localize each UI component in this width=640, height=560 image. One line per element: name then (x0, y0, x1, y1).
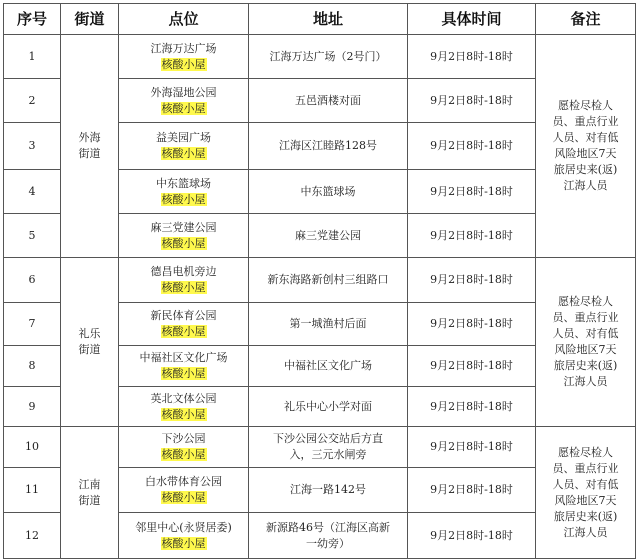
time-cell: 9月2日8时-18时 (408, 513, 536, 559)
header-site: 点位 (119, 4, 249, 35)
time-cell: 9月2日8时-18时 (408, 258, 536, 303)
note-line: 旅居史来(返) (553, 359, 618, 372)
note-line: 愿检尽检人 (558, 295, 613, 308)
address-line: 麻三党建公园 (295, 228, 361, 242)
row-number: 5 (4, 214, 61, 258)
address-line: 下沙公园公交站后方直 (273, 432, 383, 445)
address-cell (249, 346, 408, 387)
street-cell (61, 35, 119, 258)
header-time: 具体时间 (408, 4, 536, 35)
site-cell (119, 427, 249, 468)
table-row (4, 258, 636, 303)
note-line: 旅居史来(返) (553, 509, 618, 523)
site-type-badge: 核酸小屋 (161, 536, 206, 550)
note-line: 江海人员 (563, 525, 608, 539)
address-cell (249, 427, 408, 468)
site-type-badge: 核酸小屋 (161, 192, 206, 206)
site-cell (119, 79, 249, 123)
row-number: 11 (4, 468, 61, 513)
site-name: 江海万达广场 (150, 41, 217, 55)
address-cell (249, 258, 408, 303)
note-line: 员、重点行业 (552, 461, 619, 475)
site-cell (119, 468, 249, 513)
note-line: 员、重点行业 (552, 115, 619, 128)
time-cell: 9月2日8时-18时 (408, 79, 536, 123)
time-cell: 9月2日8时-18时 (408, 170, 536, 214)
site-cell (119, 35, 249, 79)
address-line: 礼乐中心小学对面 (284, 399, 372, 413)
site-name: 中福社区文化广场 (139, 351, 228, 364)
site-name: 德昌电机旁边 (150, 265, 217, 278)
note-line: 旅居史来(返) (553, 163, 618, 176)
site-type-badge: 核酸小屋 (161, 367, 206, 380)
note-cell (536, 258, 636, 427)
header-note: 备注 (536, 4, 636, 35)
site-type-badge: 核酸小屋 (161, 407, 206, 421)
table-body (4, 35, 636, 559)
site-cell (119, 123, 249, 170)
site-cell (119, 258, 249, 303)
testing-sites-table (3, 3, 636, 559)
address-cell (249, 303, 408, 346)
site-cell (119, 513, 249, 559)
site-name: 麻三党建公园 (150, 220, 217, 234)
time-cell: 9月2日8时-18时 (408, 123, 536, 170)
site-type-badge: 核酸小屋 (161, 491, 206, 504)
table-row (4, 35, 636, 79)
note-cell (536, 35, 636, 258)
header-street: 街道 (61, 4, 119, 35)
row-number: 4 (4, 170, 61, 214)
row-number: 3 (4, 123, 61, 170)
street-cell (61, 258, 119, 427)
address-line: 新源路46号（江海区高新 (266, 520, 390, 534)
time-cell: 9月2日8时-18时 (408, 346, 536, 387)
address-cell (249, 468, 408, 513)
site-type-badge: 核酸小屋 (161, 57, 206, 71)
address-line: 江海一路142号 (290, 483, 366, 496)
row-number: 1 (4, 35, 61, 79)
street-label: 江南 (78, 477, 101, 491)
note-line: 风险地区7天 (554, 343, 617, 356)
note-line: 江海人员 (563, 179, 608, 192)
address-cell (249, 123, 408, 170)
site-type-badge: 核酸小屋 (161, 101, 206, 115)
address-cell (249, 387, 408, 427)
address-line: 中东篮球场 (300, 184, 356, 198)
address-line: 第一城渔村后面 (289, 317, 367, 330)
site-cell (119, 387, 249, 427)
note-cell (536, 427, 636, 559)
address-cell (249, 513, 408, 559)
time-cell: 9月2日8时-18时 (408, 427, 536, 468)
site-name: 下沙公园 (161, 432, 206, 445)
note-line: 人员、对有低 (552, 327, 619, 340)
note-line: 人员、对有低 (552, 477, 619, 491)
street-label: 外海 (78, 131, 101, 144)
row-number: 8 (4, 346, 61, 387)
header-row (4, 4, 636, 35)
note-line: 风险地区7天 (554, 147, 617, 160)
address-line: 五邑酒楼对面 (295, 93, 361, 107)
note-line: 江海人员 (563, 375, 608, 388)
row-number: 10 (4, 427, 61, 468)
time-cell: 9月2日8时-18时 (408, 35, 536, 79)
site-name: 邻里中心(永贤居委) (135, 520, 232, 534)
site-cell (119, 170, 249, 214)
address-cell (249, 35, 408, 79)
row-number: 9 (4, 387, 61, 427)
street-label: 街道 (78, 343, 101, 356)
site-type-badge: 核酸小屋 (161, 281, 206, 294)
row-number: 7 (4, 303, 61, 346)
site-name: 新民体育公园 (150, 309, 217, 322)
table-row (4, 427, 636, 468)
row-number: 6 (4, 258, 61, 303)
site-cell (119, 214, 249, 258)
street-label: 街道 (78, 147, 101, 160)
address-line: 入，三元水闸旁 (289, 448, 367, 461)
site-type-badge: 核酸小屋 (161, 325, 206, 338)
site-type-badge: 核酸小屋 (161, 147, 206, 160)
address-line: 一幼旁） (306, 536, 350, 550)
site-type-badge: 核酸小屋 (161, 448, 206, 461)
address-line: 新东海路新创村三组路口 (267, 273, 389, 286)
address-line: 江海区江睦路128号 (279, 139, 377, 152)
street-cell (61, 427, 119, 559)
address-line: 中福社区文化广场 (284, 359, 372, 372)
address-line: 江海万达广场（2号门） (269, 49, 387, 63)
row-number: 2 (4, 79, 61, 123)
site-name: 外海湿地公园 (150, 85, 217, 99)
time-cell: 9月2日8时-18时 (408, 303, 536, 346)
site-name: 白水带体育公园 (145, 475, 222, 488)
address-cell (249, 170, 408, 214)
site-name: 英北文体公园 (150, 391, 217, 405)
site-name: 益美园广场 (156, 131, 211, 144)
note-line: 愿检尽检人 (558, 445, 613, 459)
note-line: 员、重点行业 (552, 311, 619, 324)
street-label: 礼乐 (78, 327, 101, 340)
header-number: 序号 (4, 4, 61, 35)
site-cell (119, 346, 249, 387)
header-address: 地址 (249, 4, 408, 35)
site-name: 中东篮球场 (156, 176, 211, 190)
note-line: 风险地区7天 (554, 493, 617, 507)
note-line: 人员、对有低 (552, 131, 619, 144)
site-type-badge: 核酸小屋 (161, 236, 206, 250)
note-line: 愿检尽检人 (558, 99, 613, 112)
address-cell (249, 79, 408, 123)
site-cell (119, 303, 249, 346)
time-cell: 9月2日8时-18时 (408, 214, 536, 258)
time-cell: 9月2日8时-18时 (408, 387, 536, 427)
street-label: 街道 (78, 493, 101, 507)
row-number: 12 (4, 513, 61, 559)
time-cell: 9月2日8时-18时 (408, 468, 536, 513)
address-cell (249, 214, 408, 258)
